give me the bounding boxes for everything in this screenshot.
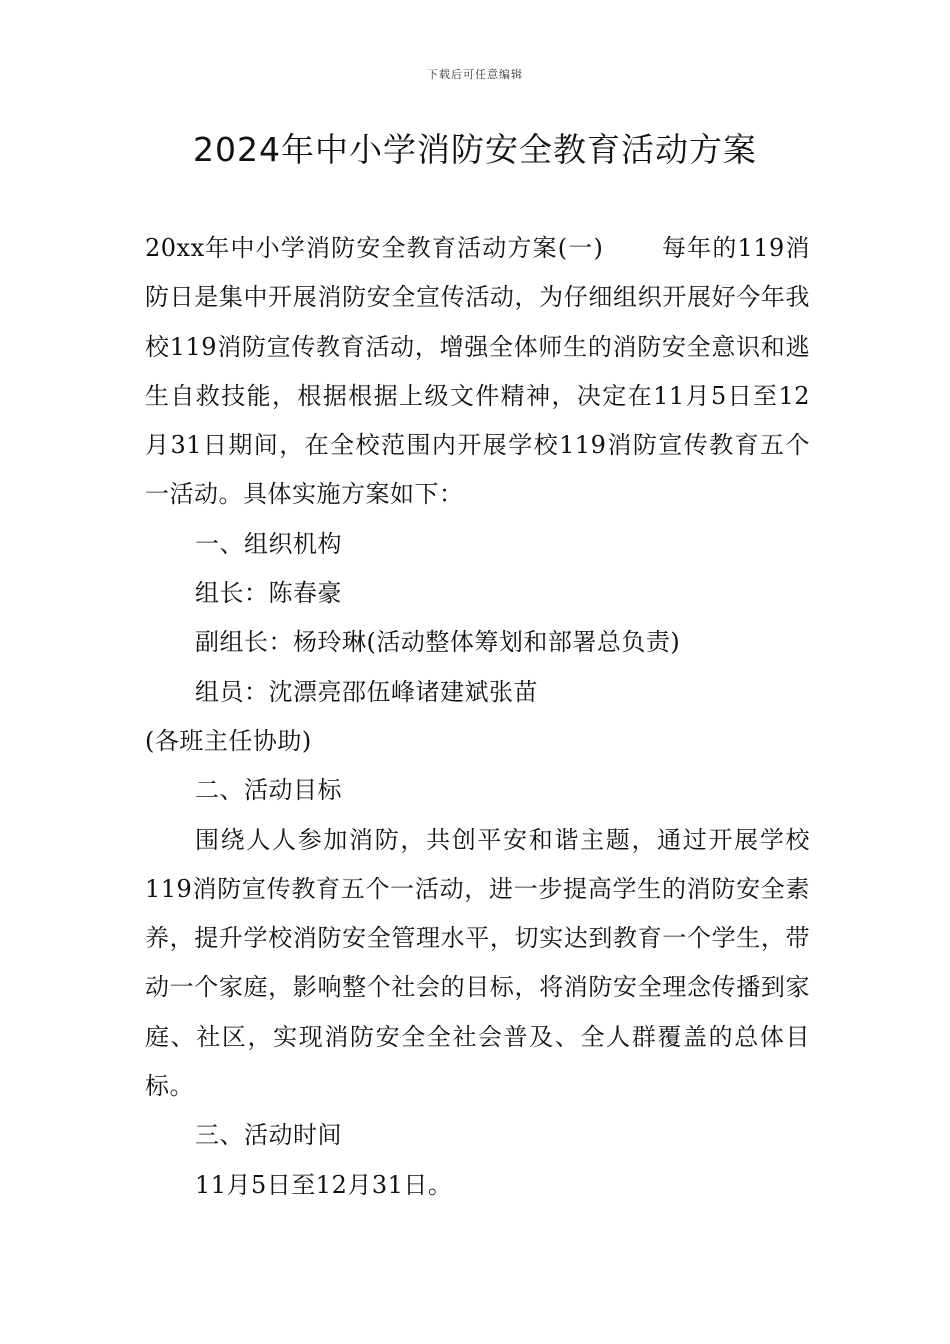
goal-paragraph: 围绕人人参加消防，共创平安和谐主题，通过开展学校119消防宣传教育五个一活动，进一步提高学生的消防安全素养，提升学校消防安全管理水平，切实达到教育一个学生，带动一个家庭，影响整个社会的目标，将消防安全理念传播到家庭、社区，实现消防安全全社会普及、全人群覆盖的总体目标。: [145, 825, 810, 1101]
intro-heading: 20xx年中小学消防安全教育活动方案(一): [145, 234, 604, 262]
document-body: [145, 224, 810, 1210]
vice-leader-line: 副组长：杨玲琳(活动整体筹划和部署总负责): [195, 628, 681, 657]
header-note: 下载后可任意编辑: [427, 68, 523, 81]
intro-paragraph: [145, 224, 810, 520]
time-text: 11月5日至12月31日。: [195, 1170, 453, 1199]
leader-line: 组长：陈春豪: [195, 579, 342, 608]
intro-text-first: 每年的119: [661, 234, 785, 262]
document-title: 2024年中小学消防安全教育活动方案: [193, 130, 757, 169]
assist-line: (各班主任协助): [145, 726, 312, 755]
time-heading: 三、活动时间: [195, 1121, 342, 1150]
org-heading: 一、组织机构: [195, 529, 342, 558]
goal-heading: 二、活动目标: [195, 776, 342, 805]
intro-text-rest: 消防日是集中开展消防安全宣传活动，为仔细组织开展好今年我校119消防宣传教育活动，增强全体师生的消防安全意识和逃生自救技能，根据根据上级文件精神，决定在11月5日至12月31日期间，在全校范围内开展学校119消防宣传教育五个一活动。具体实施方案如下：: [145, 234, 811, 509]
members-line: 组员：沈漂亮邵伍峰诸建斌张苗: [195, 677, 538, 706]
